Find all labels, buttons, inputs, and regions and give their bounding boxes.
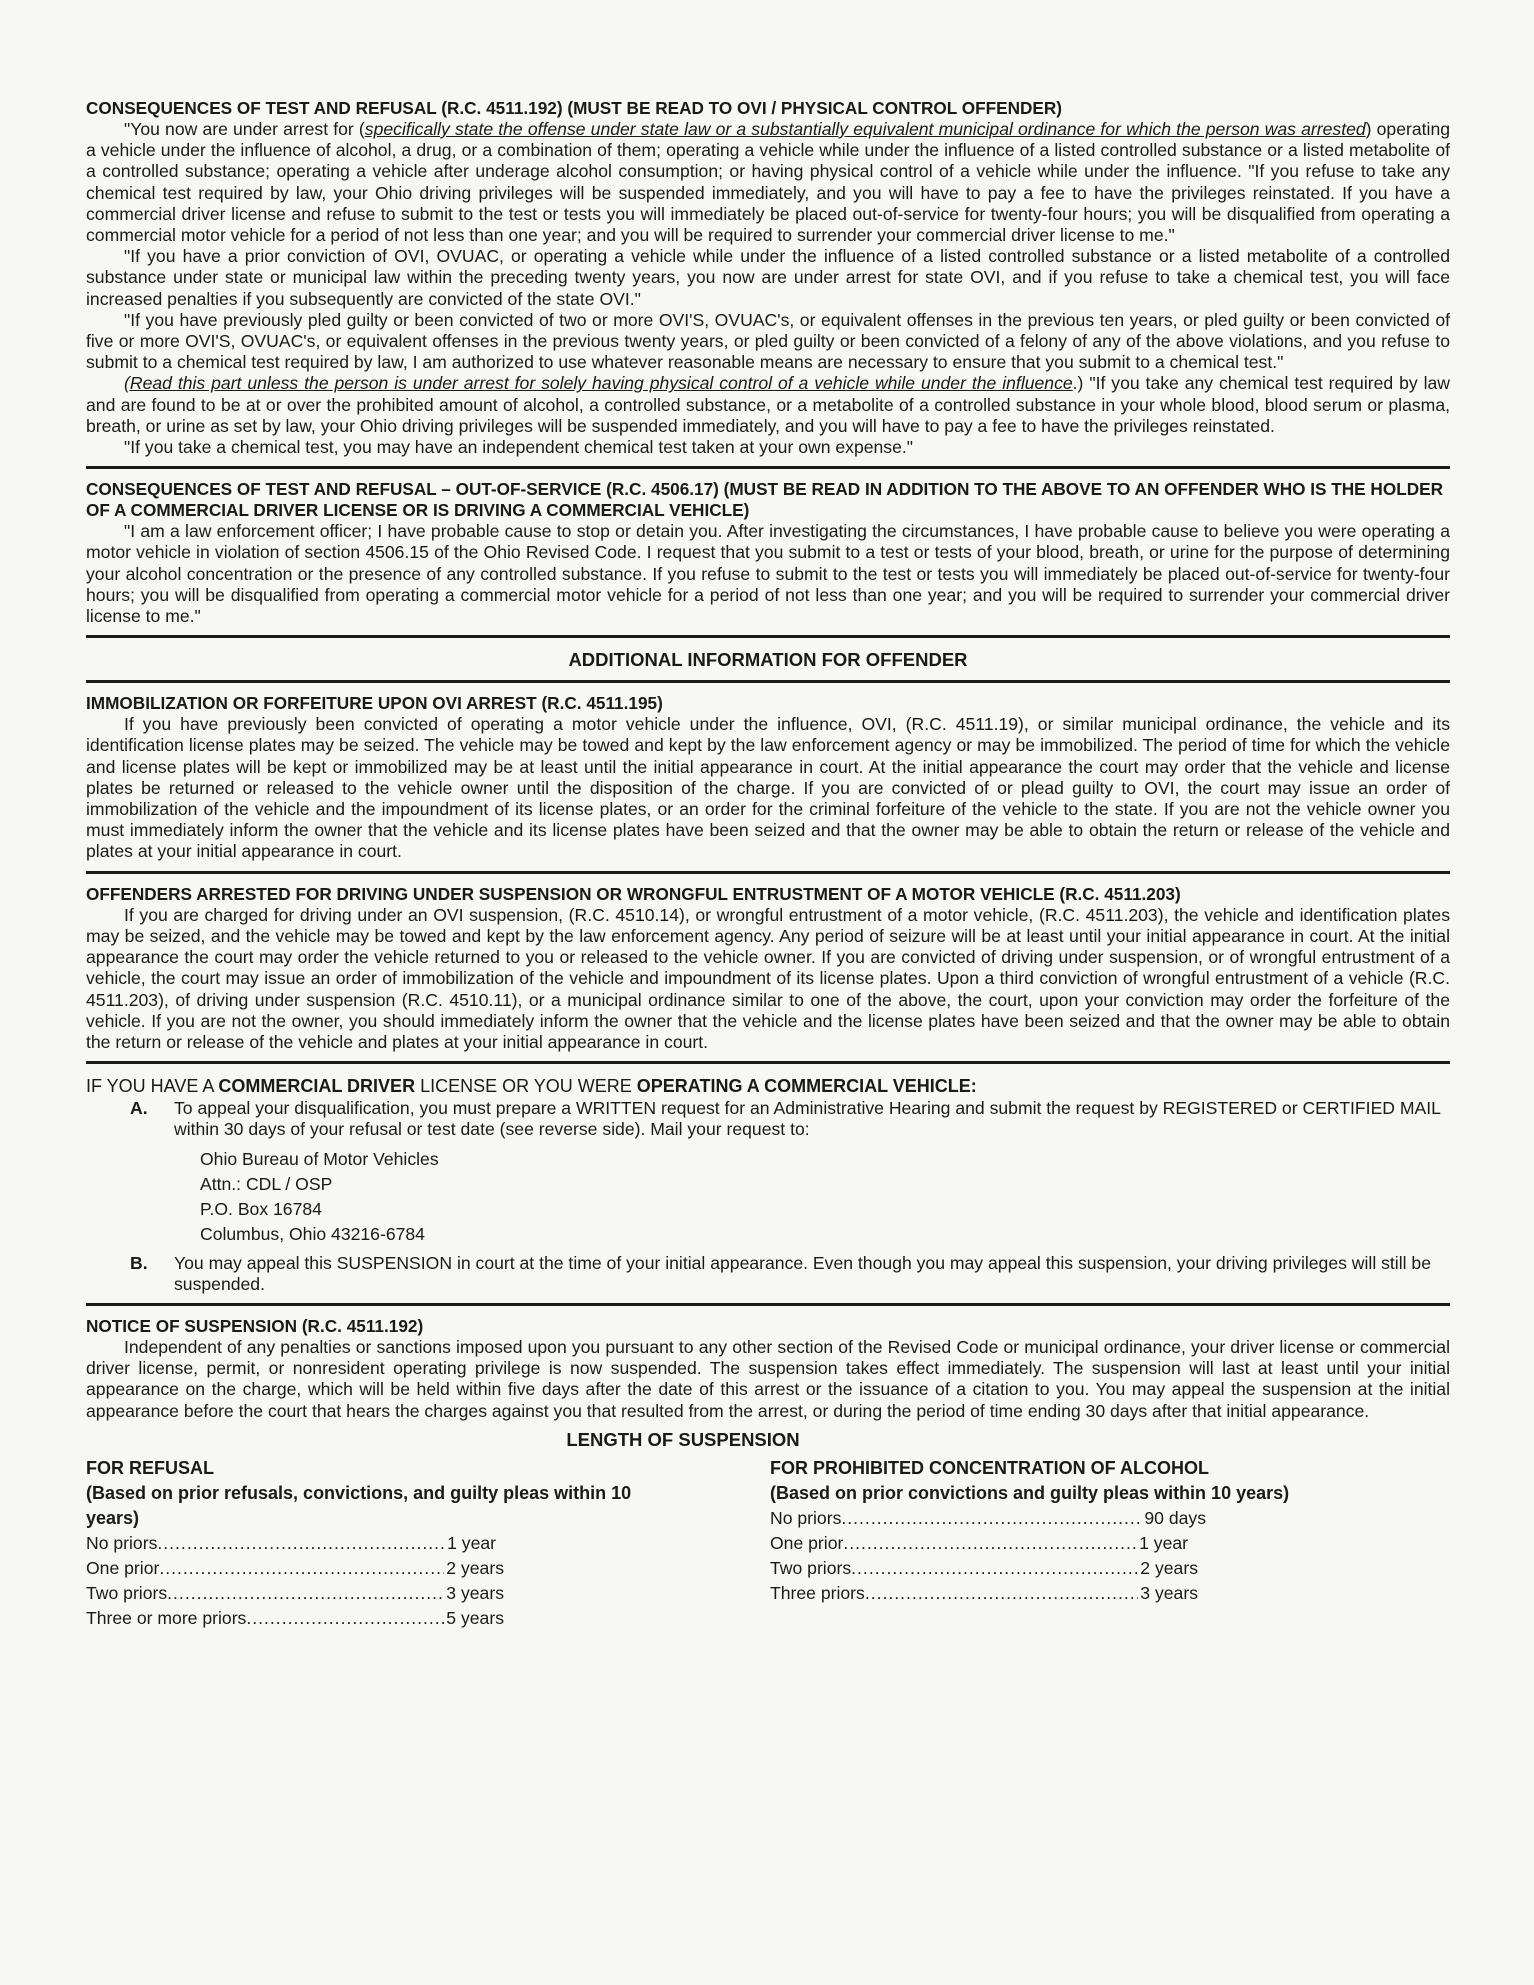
section-title: CONSEQUENCES OF TEST AND REFUSAL (R.C. 4511.192) (MUST BE READ TO OVI / PHYSICAL CONTROL OFFENDER) [86,98,1062,118]
additional-info-title: ADDITIONAL INFORMATION FOR OFFENDER [568,649,968,671]
length-columns [86,1456,1450,1631]
row-label: Two priors [86,1582,168,1603]
row-value: 1 year [1139,1532,1188,1553]
leader-dots [841,1506,1142,1531]
row-value: 2 years [1140,1557,1198,1578]
column-subtitle: (Based on prior convictions and guilty pleas within 10 years) [770,1482,1290,1503]
text-span: IF YOU HAVE A [86,1076,219,1097]
length-of-suspension [86,1428,1450,1631]
table-row [86,1581,504,1606]
row-value: 3 years [446,1582,504,1603]
row-value: 90 days [1144,1507,1206,1528]
table-row [86,1531,496,1556]
list-text: To appeal your disqualification, you must prepare a WRITTEN request for an Administrative Hearing and submit the request by REGISTERED or CERTIFIED MAIL within 30 days of your refusal or test date (see reverse side). Mail your request to: [174,1098,1441,1140]
paragraph: "If you take a chemical test, you may have an independent chemical test taken at your own expense." [124,437,914,458]
column-title: FOR REFUSAL [86,1457,214,1478]
table-row [770,1531,1188,1556]
divider [86,466,1450,469]
row-label: No priors [86,1532,158,1553]
section-test-refusal [86,98,1450,458]
section-title: OFFENDERS ARRESTED FOR DRIVING UNDER SUSPENSION OR WRONGFUL ENTRUSTMENT OF A MOTOR VEHICLE (R.C. 4511.203) [86,883,1181,904]
list-item-a [130,1098,1450,1140]
row-value: 2 years [446,1557,504,1578]
divider [86,871,1450,874]
list-label: A. [130,1098,148,1119]
section-title: CONSEQUENCES OF TEST AND REFUSAL – OUT-OF-SERVICE (R.C. 4506.17) (MUST BE READ IN ADDITION TO THE ABOVE TO AN OFFENDER WHO IS THE HOLDER OF A COMMERCIAL DRIVER LICENSE OR IS DRIVING A COMMERCIAL VEHICLE) [86,479,1443,521]
row-label: No priors [770,1507,842,1528]
table-row [770,1581,1198,1606]
section-commercial-driver [86,1074,1450,1295]
table-row [770,1556,1198,1581]
leader-dots [159,1556,444,1581]
alcohol-column [770,1456,1330,1631]
divider [86,1061,1450,1064]
text-span: "You now are under arrest for ( [124,119,365,139]
list-item-b [130,1253,1450,1295]
paragraph: "I am a law enforcement officer; I have probable cause to stop or detain you. After investigating the circumstances, I have probable cause to believe you were operating a motor vehicle in violation of section 4506.15 of the Ohio Revised Code. I request that you submit to a test or tests of your blood, breath, or urine for the purpose of determining your alcohol concentration or the presence of any controlled substance. If you refuse to submit to the test or tests you will immediately be placed out-of-service for twenty-four hours; you will be disqualified from operating a commercial motor vehicle for a period of not less than one year; and you will be required to surrender your commercial driver license to me." [86,521,1450,627]
section-title: IMMOBILIZATION OR FORFEITURE UPON OVI ARREST (R.C. 4511.195) [86,693,663,714]
leader-dots [167,1581,444,1606]
row-label: One prior [86,1557,160,1578]
underlined-instruction: (Read this part unless the person is under arrest for solely having physical control of a vehicle while under the influence [124,373,1073,394]
section-title [86,1074,1450,1098]
paragraph: If you have previously been convicted of operating a motor vehicle under the influence, OVI, (R.C. 4511.19), or similar municipal ordinance, the vehicle and its identification license plates may be seized. The vehicle may be towed and kept by the law enforcement agency or may be immobilized. The period of time for which the vehicle and license plates will be kept or immobilized may be at least until the initial appearance in court. At the initial appearance the court may order that the vehicle and license plates be returned or released to the vehicle owner until the disposition of the charge. If you are convicted of or plead guilty to OVI, the court may issue an order of immobilization of the vehicle and the impoundment of its license plates, or an order for the criminal forfeiture of the vehicle to the state. If you are not the vehicle owner you must immediately inform the owner that the vehicle and its license plates have been seized and that the owner may be able to obtain the return or release of the vehicle and plates at your initial appearance in court. [86,714,1450,862]
column-title: FOR PROHIBITED CONCENTRATION OF ALCOHOL [770,1457,1209,1478]
text-span: LICENSE OR YOU WERE [415,1076,637,1097]
refusal-column [86,1456,646,1631]
text-span: COMMERCIAL DRIVER [218,1076,416,1097]
table-row [770,1506,1206,1531]
list-label: B. [130,1252,148,1273]
row-label: Three priors [770,1582,865,1603]
underlined-instruction: specifically state the offense under state law or a substantially equivalent municipal ordinance for which the person was arrested [364,119,1366,139]
table-row [86,1556,504,1581]
section-title: NOTICE OF SUSPENSION (R.C. 4511.192) [86,1315,424,1336]
row-label: Two priors [770,1557,852,1578]
text-span: ) operating a vehicle under the influence of alcohol, a drug, or a combination of them; operating a vehicle while under the influence of a listed controlled substance or a listed metabolite of a controlled substance; operating a vehicle after underage alcohol consumption; or having physical control of a vehicle while under the influence. "If you refuse to take any chemical test required by law, your Ohio driving privileges will be suspended immediately, and you will have to pay a fee to have the privileges reinstated. If you have a commercial driver license and refuse to submit to the test or tests you will immediately be placed out-of-service for twenty-four hours; you will be disqualified from operating a commercial motor vehicle for a period of not less than one year; and you will be required to surrender your commercial driver license to me." [86,119,1451,246]
address-line: Attn.: CDL / OSP [200,1173,333,1194]
text-span: OPERATING A COMMERCIAL VEHICLE: [636,1076,977,1097]
leader-dots [246,1606,444,1631]
section-immobilization [86,693,1450,862]
paragraph: "If you have previously pled guilty or been convicted of two or more OVI'S, OVUAC's, or equivalent offenses in the previous ten years, or pled guilty or been convicted of five or more OVI'S, OVUAC's, or equivalent offenses in the previous twenty years, or pled guilty or been convicted of a felony of any of the above violations, and you refuse to submit to a chemical test required by law, I am authorized to use whatever reasonable means are necessary to ensure that you submit to a chemical test." [86,309,1450,373]
row-label: One prior [770,1532,844,1553]
leader-dots [843,1531,1137,1556]
row-value: 5 years [446,1607,504,1628]
row-value: 3 years [1140,1582,1198,1603]
list-text: You may appeal this SUSPENSION in court at the time of your initial appearance. Even though you may appeal this suspension, your driving privileges will still be suspended. [174,1252,1431,1294]
divider [86,680,1450,683]
table-row [86,1606,504,1631]
paragraph [86,119,1450,246]
length-title: LENGTH OF SUSPENSION [566,1428,800,1450]
section-notice-of-suspension [86,1316,1450,1422]
divider [86,1303,1450,1306]
paragraph: If you are charged for driving under an OVI suspension, (R.C. 4510.14), or wrongful entrustment of a motor vehicle, (R.C. 4511.203), the vehicle and identification plates may be seized, and the vehicle may be towed and kept by the law enforcement agency. Any period of seizure will be at least until your initial appearance in court. At the initial appearance the court may order the vehicle returned to you or released to the vehicle owner. If you are convicted of driving under suspension, or of wrongful entrustment of a vehicle, the court may issue an order of immobilization of the vehicle and impoundment of its license plates. Upon a third conviction of wrongful entrustment of a vehicle (R.C. 4511.203), of driving under suspension (R.C. 4510.11), or a municipal ordinance similar to one of the above, the court, upon your conviction may order the forfeiture of the vehicle. If you are not the owner, you should immediately inform the owner that the vehicle and the license plates have been seized and that the owner may be able to obtain the return or release of the vehicle and plates at your initial appearance in court. [86,904,1450,1052]
row-value: 1 year [447,1532,496,1553]
column-subtitle: (Based on prior refusals, convictions, and guilty pleas within 10 years) [86,1482,632,1528]
row-label: Three or more priors [86,1607,247,1628]
mailing-address [200,1147,1450,1247]
leader-dots [865,1581,1138,1606]
divider [86,635,1450,638]
address-line: Ohio Bureau of Motor Vehicles [200,1148,439,1169]
paragraph [86,373,1450,437]
section-driving-under-suspension [86,884,1450,1053]
paragraph: Independent of any penalties or sanctions imposed upon you pursuant to any other section of the Revised Code or municipal ordinance, your driver license or commercial driver license, permit, or nonresident operating privilege is now suspended. The suspension takes effect immediately. The suspension will last at least until your initial appearance on the charge, which will be held within five days after the date of this arrest or the issuance of a citation to you. You may appeal the suspension at the initial appearance before the court that hears the charges against you that resulted from the arrest, or during the period of time ending 30 days after that initial appearance. [86,1336,1450,1421]
address-line: P.O. Box 16784 [200,1198,322,1219]
leader-dots [851,1556,1138,1581]
paragraph: "If you have a prior conviction of OVI, OVUAC, or operating a vehicle while under the influence of a listed controlled substance or a listed metabolite of a controlled substance under state or municipal law within the preceding twenty years, you now are under arrest for state OVI, and if you refuse to take a chemical test, you will face increased penalties if you subsequently are convicted of the state OVI." [86,246,1450,309]
text-span: .) "If you take any chemical test required by law and are found to be at or over the prohibited amount of alcohol, a controlled substance, or a metabolite of a controlled substance in your whole blood, blood serum or plasma, breath, or urine as set by law, your Ohio driving privileges will be suspended immediately, and you will have to pay a fee to have the privileges reinstated. [86,373,1450,436]
address-line: Columbus, Ohio 43216-6784 [200,1223,425,1244]
section-out-of-service [86,479,1450,627]
leader-dots [157,1531,445,1556]
